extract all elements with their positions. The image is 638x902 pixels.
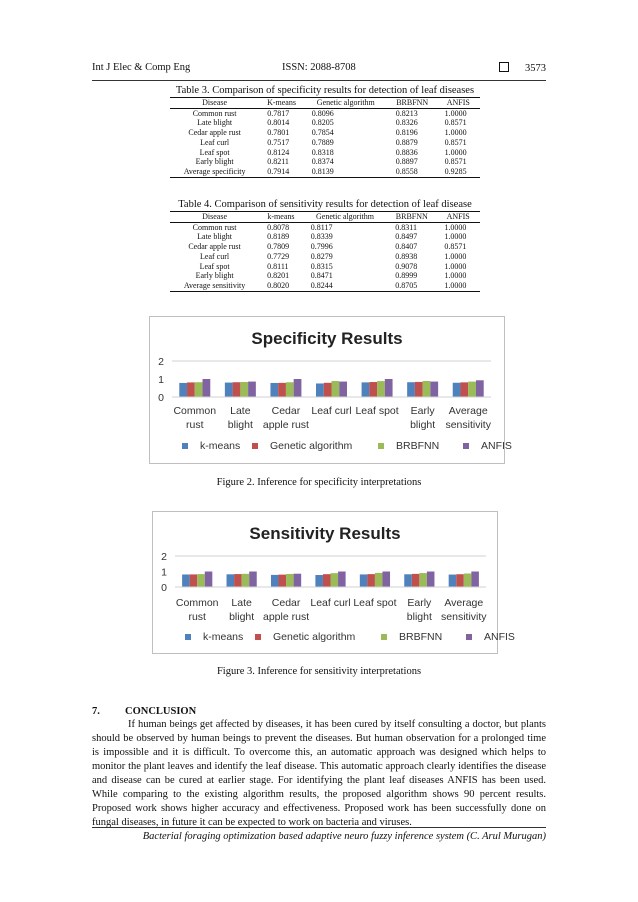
- x-category-label: Common: [173, 405, 217, 417]
- value-cell: 0.8279: [310, 251, 333, 261]
- column-header: Genetic algorithm: [316, 98, 375, 107]
- value-cell: 0.8705: [395, 280, 418, 290]
- legend-swatch: [185, 634, 191, 640]
- table-row: [170, 262, 480, 272]
- value-cell: 0.8211: [267, 157, 289, 167]
- value-cell: 0.8407: [395, 242, 418, 252]
- column-header: Genetic algorithm: [316, 212, 374, 221]
- value-cell: 0.8571: [444, 242, 467, 252]
- column-header: ANFIS: [446, 98, 470, 107]
- value-cell: 1.0000: [444, 222, 467, 232]
- bar: [460, 382, 468, 397]
- table3-grid: [170, 97, 480, 178]
- table-row: [170, 118, 480, 128]
- bar: [377, 381, 385, 397]
- value-cell: 0.8124: [267, 147, 290, 157]
- legend-swatch: [463, 443, 469, 449]
- value-cell: 0.8497: [395, 232, 418, 242]
- x-category-label: Average: [448, 405, 488, 417]
- disease-cell: Average sensitivity: [183, 280, 246, 290]
- value-cell: 1.0000: [444, 232, 467, 242]
- table-row: [170, 108, 480, 118]
- table4-grid: [170, 211, 480, 292]
- value-cell: 0.8096: [311, 108, 334, 118]
- value-cell: 0.8571: [444, 118, 467, 128]
- table-row: [170, 232, 480, 242]
- section-heading: [92, 706, 196, 717]
- table-row: [170, 281, 480, 291]
- bar: [324, 383, 332, 397]
- header-rule: [92, 80, 546, 81]
- bar: [279, 575, 287, 587]
- column-header: k-means: [267, 212, 295, 221]
- specificity-chart: [149, 316, 512, 464]
- x-category-label: sensitivity: [445, 419, 491, 431]
- value-cell: 1.0000: [444, 147, 467, 157]
- table-row: [170, 167, 480, 177]
- x-category-label: Leaf curl: [310, 597, 351, 609]
- value-cell: 0.8196: [395, 128, 418, 138]
- bar: [332, 381, 340, 397]
- legend-label: Genetic algorithm: [270, 440, 353, 452]
- value-cell: 0.8318: [311, 147, 334, 157]
- legend-swatch: [378, 443, 384, 449]
- bar: [316, 383, 324, 397]
- bar: [205, 572, 213, 588]
- legend-label: k-means: [203, 631, 244, 643]
- x-category-label: rust: [188, 611, 206, 623]
- x-category-label: Early: [407, 597, 432, 609]
- value-cell: 1.0000: [444, 261, 467, 271]
- value-cell: 0.8339: [310, 232, 333, 242]
- y-tick-label: 0: [158, 392, 164, 404]
- value-cell: 0.7809: [267, 242, 290, 252]
- bar: [404, 574, 412, 587]
- bar: [315, 575, 323, 587]
- x-category-label: blight: [410, 419, 436, 431]
- page-number-group: [499, 62, 546, 74]
- value-cell: 0.8117: [310, 222, 333, 232]
- chart-title: Specificity Results: [251, 329, 403, 348]
- bar: [182, 574, 190, 587]
- x-category-label: blight: [229, 611, 255, 623]
- x-category-label: blight: [227, 419, 253, 431]
- legend-label: Genetic algorithm: [273, 631, 356, 643]
- bar: [227, 574, 235, 587]
- header-row: [170, 98, 480, 109]
- y-tick-label: 1: [161, 566, 167, 579]
- disease-cell: Late blight: [197, 118, 233, 128]
- table-row: [170, 242, 480, 252]
- x-category-label: apple rust: [262, 419, 309, 431]
- figure3-caption: Figure 3. Inference for sensitivity interpretations: [216, 666, 422, 677]
- column-header: ANFIS: [446, 212, 470, 221]
- x-category-label: blight: [406, 611, 432, 623]
- value-cell: 0.8938: [395, 251, 418, 261]
- value-cell: 0.8879: [395, 137, 418, 147]
- x-category-label: Leaf spot: [355, 405, 399, 417]
- value-cell: 0.8471: [310, 271, 333, 281]
- bar: [270, 383, 278, 397]
- bar: [248, 382, 256, 397]
- column-header: BRBFNN: [395, 212, 428, 221]
- x-category-label: Early: [410, 405, 435, 417]
- bar: [471, 572, 479, 588]
- bar: [195, 382, 203, 397]
- x-category-label: Average: [444, 597, 484, 609]
- bar: [294, 379, 302, 397]
- disease-cell: Cedar apple rust: [188, 242, 241, 252]
- value-cell: 0.7914: [267, 166, 290, 176]
- bar: [464, 574, 472, 587]
- running-footer: Bacterial foraging optimization based adaptive neuro fuzzy inference system (C. Arul Murugan): [142, 831, 546, 842]
- disease-cell: Common rust: [192, 108, 237, 118]
- bar: [323, 574, 331, 587]
- bar: [242, 574, 250, 587]
- value-cell: 0.8897: [395, 157, 418, 167]
- x-category-label: Leaf curl: [311, 405, 352, 417]
- column-header: Disease: [202, 98, 228, 107]
- value-cell: 0.7517: [267, 137, 290, 147]
- bar: [225, 383, 233, 397]
- bar: [286, 574, 294, 587]
- value-cell: 1.0000: [444, 108, 467, 118]
- bar: [453, 383, 461, 397]
- y-tick-label: 2: [161, 551, 167, 563]
- value-cell: 0.8111: [267, 261, 289, 271]
- disease-cell: Leaf spot: [199, 147, 230, 157]
- disease-cell: Late blight: [197, 232, 233, 242]
- value-cell: 1.0000: [444, 280, 467, 290]
- value-cell: 0.8836: [395, 147, 418, 157]
- disease-cell: Leaf spot: [199, 261, 230, 271]
- table-row: [170, 222, 480, 232]
- legend-swatch: [255, 634, 261, 640]
- x-category-label: sensitivity: [441, 611, 487, 623]
- column-header: K-means: [267, 98, 296, 107]
- bar: [385, 379, 393, 397]
- section-title: CONCLUSION: [125, 706, 197, 717]
- value-cell: 0.8020: [267, 280, 290, 290]
- disease-cell: Average specificity: [183, 166, 246, 176]
- legend-swatch: [182, 443, 188, 449]
- value-cell: 1.0000: [444, 251, 467, 261]
- bar: [362, 382, 370, 397]
- bar: [468, 382, 476, 397]
- value-cell: 1.0000: [444, 128, 467, 138]
- page-header: [92, 62, 546, 78]
- checkbox-square-icon: [499, 62, 509, 72]
- bar: [419, 573, 427, 587]
- bar: [360, 574, 368, 587]
- figure2-caption: Figure 2. Inference for specificity interpretations: [216, 477, 422, 488]
- disease-cell: Leaf curl: [200, 137, 230, 147]
- bar: [294, 574, 302, 587]
- bar: [369, 382, 377, 397]
- disease-cell: Early blight: [195, 157, 234, 167]
- legend-label: BRBFNN: [399, 631, 443, 643]
- conclusion-paragraph: If human beings get affected by diseases, it has been cured by itself consulting a doctor, but plants should be observed by human beings to prevent the diseases. But human observation for a prolonged time is impossible and it is difficult. To overcome this, an automatic approach was designed which helps to monitor the plant leaves and identify the leaf disease. This automatic approach clearly identifies the disease and disease can be cured at earlier stage. For identifying the plant leaf diseases ANFIS has been used. While comparing to the existing algorithm results, the proposed algorithm shows 90 percent results. Proposed work shows higher accuracy and effectiveness. Proposed work has been successfully done on fungal diseases, in future it can be expected to work on bacteria and viruses.: [92, 719, 546, 828]
- value-cell: 0.8205: [311, 118, 334, 128]
- value-cell: 0.7801: [267, 128, 290, 138]
- bar: [476, 380, 484, 397]
- bar: [203, 379, 211, 397]
- column-header: Disease: [202, 212, 228, 221]
- value-cell: 1.0000: [444, 271, 467, 281]
- legend-swatch: [252, 443, 258, 449]
- value-cell: 0.8999: [395, 271, 418, 281]
- x-category-label: Cedar: [271, 597, 301, 609]
- footer-rule: [92, 827, 546, 828]
- value-cell: 0.8571: [444, 157, 467, 167]
- table-row: [170, 271, 480, 281]
- column-header: BRBFNN: [396, 98, 429, 107]
- value-cell: 0.7996: [310, 242, 333, 252]
- x-category-label: Cedar: [271, 405, 301, 417]
- table-row: [170, 148, 480, 158]
- table-row: [170, 128, 480, 138]
- bar: [233, 382, 241, 397]
- legend-swatch: [381, 634, 387, 640]
- sensitivity-chart: [152, 511, 515, 654]
- value-cell: 0.7854: [311, 128, 334, 138]
- x-category-label: Late: [230, 405, 251, 417]
- value-cell: 0.9285: [444, 166, 467, 176]
- disease-cell: Cedar apple rust: [188, 128, 241, 138]
- legend-label: BRBFNN: [396, 440, 440, 452]
- bar: [407, 382, 415, 397]
- x-category-label: Leaf spot: [353, 597, 397, 609]
- bar: [190, 574, 198, 587]
- value-cell: 0.8315: [310, 261, 333, 271]
- value-cell: 0.8326: [395, 118, 418, 128]
- bar: [382, 572, 390, 588]
- bar: [249, 572, 257, 588]
- bar: [449, 575, 457, 587]
- y-tick-label: 0: [161, 582, 167, 594]
- legend-label: k-means: [200, 440, 241, 452]
- legend-label: ANFIS: [481, 440, 512, 452]
- x-category-label: rust: [186, 419, 204, 431]
- value-cell: 0.8311: [395, 222, 417, 232]
- value-cell: 0.8571: [444, 137, 467, 147]
- bar: [427, 572, 435, 588]
- x-category-label: apple rust: [263, 611, 310, 623]
- bar: [423, 381, 431, 397]
- value-cell: 0.7729: [267, 251, 290, 261]
- bar: [179, 383, 187, 397]
- journal-name: Int J Elec & Comp Eng: [92, 62, 191, 73]
- chart-title: Sensitivity Results: [249, 524, 401, 543]
- value-cell: 0.9078: [395, 261, 418, 271]
- bar: [331, 573, 339, 587]
- section-number: 7.: [92, 706, 100, 717]
- page-number: 3573: [525, 63, 546, 74]
- bar: [286, 382, 294, 397]
- bar: [240, 382, 248, 397]
- bar: [456, 574, 464, 587]
- value-cell: 0.8078: [267, 222, 290, 232]
- issn: ISSN: 2088-8708: [282, 62, 356, 73]
- value-cell: 0.8244: [310, 280, 333, 290]
- bar: [271, 575, 279, 587]
- value-cell: 0.8189: [267, 232, 290, 242]
- specificity-chart-svg: [150, 317, 512, 463]
- value-cell: 0.8139: [311, 166, 334, 176]
- disease-cell: Common rust: [192, 222, 237, 232]
- table4-title: Table 4. Comparison of sensitivity results for detection of leaf disease: [178, 199, 472, 210]
- disease-cell: Leaf curl: [200, 251, 230, 261]
- value-cell: 0.8374: [311, 157, 334, 167]
- bar: [197, 574, 205, 587]
- x-category-label: Late: [231, 597, 252, 609]
- bar: [278, 383, 286, 397]
- table-row: [170, 138, 480, 148]
- table3-title: Table 3. Comparison of specificity results for detection of leaf diseases: [175, 85, 475, 96]
- bar: [412, 574, 420, 587]
- bar: [234, 574, 242, 587]
- y-tick-label: 1: [158, 374, 164, 386]
- table-row: [170, 157, 480, 167]
- table4: [170, 199, 480, 292]
- value-cell: 0.8558: [395, 166, 418, 176]
- value-cell: 0.8213: [395, 108, 418, 118]
- y-tick-label: 2: [158, 356, 164, 368]
- x-category-label: Common: [175, 597, 219, 609]
- legend-swatch: [466, 634, 472, 640]
- bar: [338, 572, 346, 588]
- value-cell: 0.8014: [267, 118, 290, 128]
- sensitivity-chart-svg: [153, 512, 515, 653]
- bar: [415, 382, 423, 397]
- legend-label: ANFIS: [484, 631, 515, 643]
- value-cell: 0.7817: [267, 108, 290, 118]
- disease-cell: Early blight: [195, 271, 234, 281]
- bar: [367, 574, 375, 587]
- bar: [430, 382, 438, 397]
- table-row: [170, 252, 480, 262]
- value-cell: 0.7889: [311, 137, 334, 147]
- bar: [187, 382, 195, 397]
- table3: [170, 85, 480, 178]
- value-cell: 0.8201: [267, 271, 290, 281]
- header-row: [170, 212, 480, 223]
- bar: [339, 382, 347, 397]
- bar: [375, 573, 383, 587]
